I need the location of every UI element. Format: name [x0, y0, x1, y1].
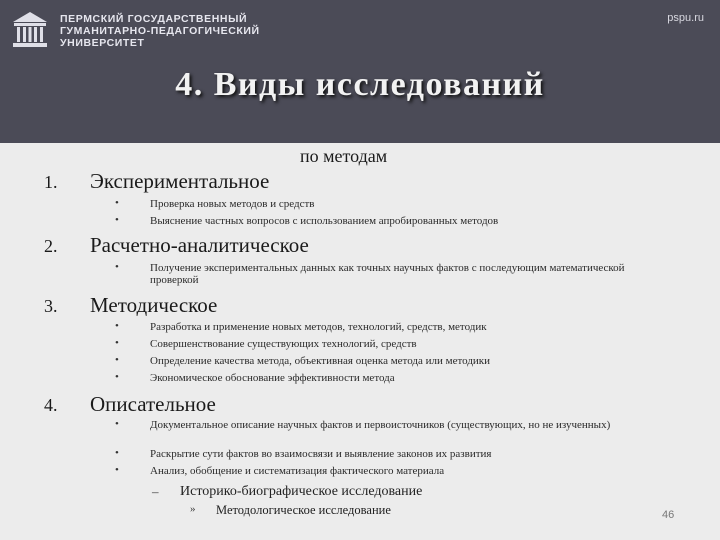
sub-sub-list-item: Методологическое исследование	[216, 503, 391, 517]
sub-list-item: Историко-биографическое исследование	[180, 484, 423, 499]
bullet-icon: •	[115, 464, 119, 476]
bullet-icon: •	[115, 337, 119, 349]
list-item: Экономическое обоснование эффективности метода	[150, 372, 395, 384]
bullet-icon: •	[115, 214, 119, 226]
bullet-icon: •	[115, 197, 119, 209]
university-name-line2: ГУМАНИТАРНО-ПЕДАГОГИЧЕСКИЙ	[60, 25, 260, 37]
list-item: Раскрытие сути фактов во взаимосвязи и выявление законов их развития	[150, 448, 492, 460]
section-number-3: 3.	[44, 296, 58, 316]
bullet-icon: •	[115, 320, 119, 332]
page-number: 46	[662, 509, 675, 521]
section-number-1: 1.	[44, 172, 58, 192]
bullet-icon: •	[115, 447, 119, 459]
university-name-line3: УНИВЕРСИТЕТ	[60, 37, 145, 49]
list-item: Документальное описание научных фактов и первоисточников (существующих, но не изученных)	[150, 419, 611, 431]
university-name	[60, 13, 260, 49]
section-heading-3: Методическое	[90, 293, 218, 317]
double-chevron-icon: »	[190, 503, 196, 515]
bullet-icon: •	[115, 354, 119, 366]
list-item: Выяснение частных вопросов с использованием апробированных методов	[150, 215, 499, 227]
site-url[interactable]: pspu.ru	[667, 12, 704, 24]
list-item: Анализ, обобщение и систематизация фактического материала	[150, 465, 445, 477]
bullet-icon: •	[115, 371, 119, 383]
bullet-icon: •	[115, 418, 119, 430]
section-heading-4: Описательное	[90, 392, 216, 416]
slide-header	[0, 0, 720, 143]
list-item: Получение экспериментальных данных как точных научных фактов с последующим математической проверкой	[150, 262, 625, 286]
list-item: Определение качества метода, объективная оценка метода или методики	[150, 355, 491, 367]
list-item: Проверка новых методов и средств	[150, 198, 315, 210]
university-building-icon	[10, 10, 50, 50]
slide-title: 4. Виды исследований	[175, 66, 545, 103]
university-name-line1: ПЕРМСКИЙ ГОСУДАРСТВЕННЫЙ	[60, 13, 248, 25]
section-number-2: 2.	[44, 236, 58, 256]
list-item: Разработка и применение новых методов, технологий, средств, методик	[150, 321, 487, 333]
bullet-icon: •	[115, 261, 119, 273]
section-heading-2: Расчетно-аналитическое	[90, 233, 309, 257]
list-item: Совершенствование существующих технологий, средств	[150, 338, 417, 350]
dash-icon: –	[152, 484, 159, 499]
slide-subtitle: по методам	[300, 146, 388, 166]
section-number-4: 4.	[44, 395, 58, 415]
section-heading-1: Экспериментальное	[90, 169, 270, 193]
